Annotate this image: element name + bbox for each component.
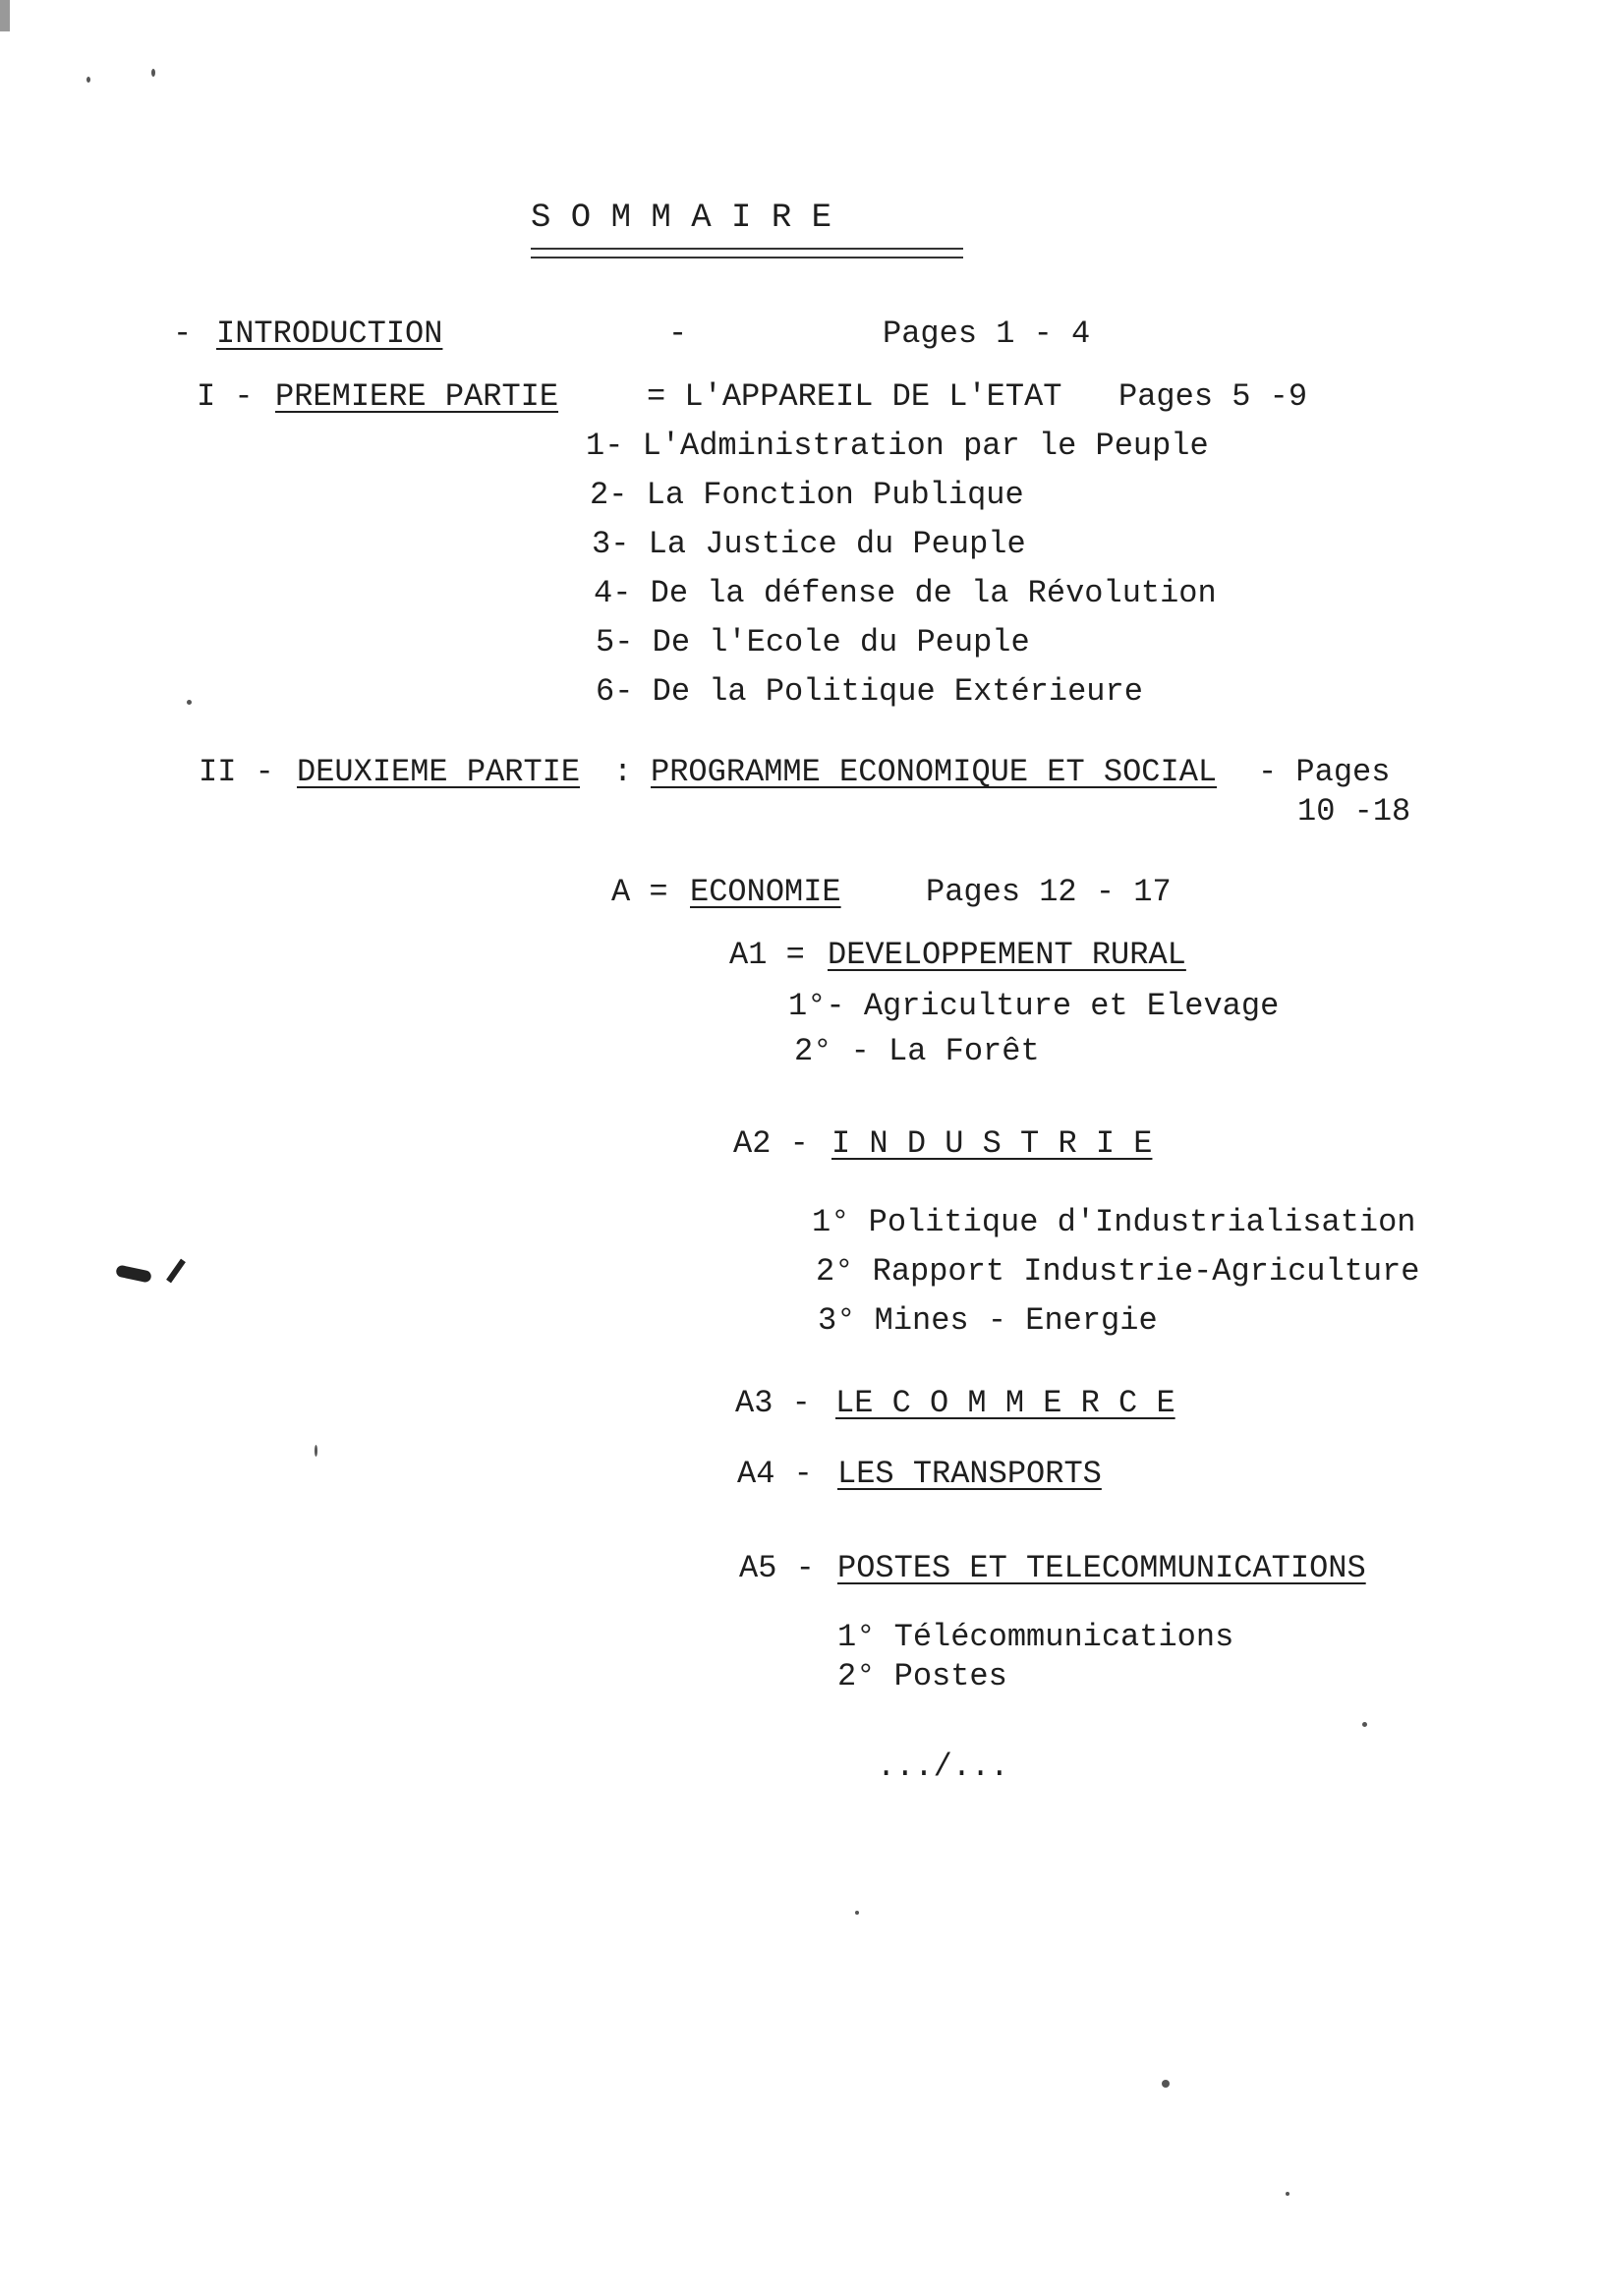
part1-item: 4- De la défense de la Révolution: [594, 575, 1217, 611]
scan-speck: [1286, 2192, 1289, 2196]
intro-separator: -: [668, 316, 688, 352]
part1-label: PREMIERE PARTIE: [275, 378, 559, 415]
a3-label: LE C O M M E R C E: [835, 1385, 1175, 1421]
part2-pages: 10 -18: [1297, 793, 1411, 830]
a2-item: 1° Politique d'Industrialisation: [812, 1204, 1416, 1240]
a4-label: LES TRANSPORTS: [837, 1456, 1102, 1492]
part1-item: 6- De la Politique Extérieure: [596, 673, 1143, 710]
part1-item: 3- La Justice du Peuple: [592, 526, 1026, 562]
scan-speck: [855, 1911, 859, 1915]
intro-label: INTRODUCTION: [216, 316, 443, 352]
a4-prefix: A4 -: [737, 1456, 813, 1492]
a2-label: I N D U S T R I E: [831, 1125, 1153, 1162]
ink-stroke-mark: [166, 1259, 186, 1284]
a2-item: 2° Rapport Industrie-Agriculture: [816, 1253, 1420, 1290]
a1-item: 1°- Agriculture et Elevage: [788, 988, 1280, 1024]
a5-item: 1° Télécommunications: [837, 1619, 1234, 1655]
a2-prefix: A2 -: [733, 1125, 809, 1162]
part2-pages-label: - Pages: [1258, 754, 1391, 790]
scan-speck: [86, 77, 90, 83]
part1-item: 5- De l'Ecole du Peuple: [596, 624, 1030, 660]
scan-speck: [151, 69, 155, 77]
continuation-mark: .../...: [877, 1749, 1009, 1785]
part2-separator: :: [613, 754, 633, 790]
part1-item: 2- La Fonction Publique: [590, 477, 1024, 513]
a5-label: POSTES ET TELECOMMUNICATIONS: [837, 1550, 1366, 1586]
part1-heading: = L'APPAREIL DE L'ETAT: [647, 378, 1062, 415]
a5-prefix: A5 -: [739, 1550, 815, 1586]
part1-number: I -: [197, 378, 254, 415]
ink-blot-mark: [115, 1264, 152, 1283]
a1-label: DEVELOPPEMENT RURAL: [828, 937, 1186, 973]
a2-item: 3° Mines - Energie: [818, 1302, 1158, 1339]
part2-number: II -: [199, 754, 274, 790]
economie-prefix: A =: [611, 874, 668, 910]
scan-speck: [187, 700, 192, 705]
economie-pages: Pages 12 - 17: [926, 874, 1172, 910]
intro-dash: -: [173, 316, 193, 352]
a5-item: 2° Postes: [837, 1658, 1007, 1694]
part2-heading: PROGRAMME ECONOMIQUE ET SOCIAL: [651, 754, 1218, 790]
economie-label: ECONOMIE: [690, 874, 841, 910]
scan-speck: [1162, 2080, 1170, 2088]
part1-item: 1- L'Administration par le Peuple: [586, 428, 1209, 464]
page-title: S O M M A I R E: [531, 200, 832, 237]
part1-pages: Pages 5 -9: [1118, 378, 1308, 415]
scan-edge-mark: [0, 0, 10, 31]
a3-prefix: A3 -: [735, 1385, 811, 1421]
scan-speck: [315, 1445, 317, 1457]
a1-item: 2° - La Forêt: [794, 1033, 1040, 1069]
intro-pages: Pages 1 - 4: [883, 316, 1091, 352]
part2-label: DEUXIEME PARTIE: [297, 754, 581, 790]
a1-prefix: A1 =: [729, 937, 805, 973]
scan-speck: [1362, 1722, 1367, 1727]
title-double-underline: [531, 248, 963, 258]
